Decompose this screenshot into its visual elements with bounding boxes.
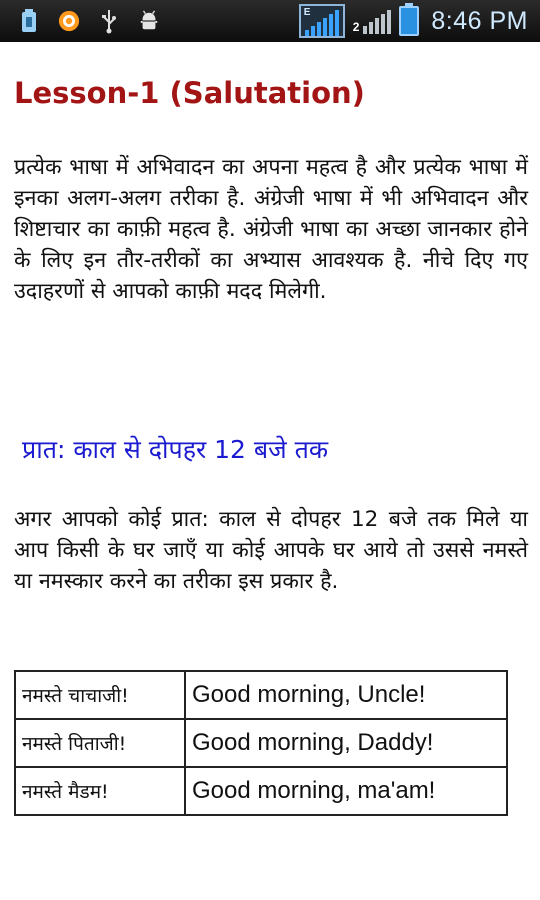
orange-app-icon	[58, 8, 80, 34]
status-bar	[0, 0, 540, 42]
english-greeting: Good morning, Uncle!	[185, 671, 507, 719]
clock: 8:46 PM	[431, 6, 528, 35]
hindi-greeting: नमस्ते चाचाजी!	[15, 671, 185, 719]
hindi-greeting: नमस्ते मैडम!	[15, 767, 185, 815]
usb-icon	[98, 8, 120, 34]
english-greeting: Good morning, Daddy!	[185, 719, 507, 767]
english-greeting: Good morning, ma'am!	[185, 767, 507, 815]
table-row	[15, 719, 507, 767]
greetings-table	[14, 670, 508, 816]
table-row	[15, 671, 507, 719]
lesson-intro-paragraph: प्रत्येक भाषा में अभिवादन का अपना महत्व है और प्रत्येक भाषा में इनका अलग-अलग तरीका है. अंग्रेजी भाषा में भी अभिवादन और शिष्टाचार का काफ़ी महत्व है. अंग्रेजी भाषा का अच्छा जानकार होने के लिए इन तौर-तरीकों का अभ्यास आवश्यक है. नीचे दिए गए उदाहरणों से आपको काफ़ी मदद मिलेगी.	[14, 155, 528, 304]
lesson-title: Lesson-1 (Salutation)	[14, 76, 365, 110]
battery-icon	[399, 6, 419, 36]
sim2-signal-icon: 2	[353, 8, 392, 34]
hindi-greeting: नमस्ते पिताजी!	[15, 719, 185, 767]
table-row	[15, 767, 507, 815]
section-heading: प्रात: काल से दोपहर 12 बजे तक	[22, 435, 329, 464]
usb-storage-icon	[18, 8, 40, 34]
sim1-signal-icon: E	[299, 4, 345, 38]
section-paragraph: अगर आपको कोई प्रात: काल से दोपहर 12 बजे तक मिले या आप किसी के घर जाएँ या कोई आपके घर आये तो उससे नमस्ते या नमस्कार करने का तरीका इस प्रकार है.	[14, 507, 528, 594]
android-debug-icon	[138, 8, 160, 34]
